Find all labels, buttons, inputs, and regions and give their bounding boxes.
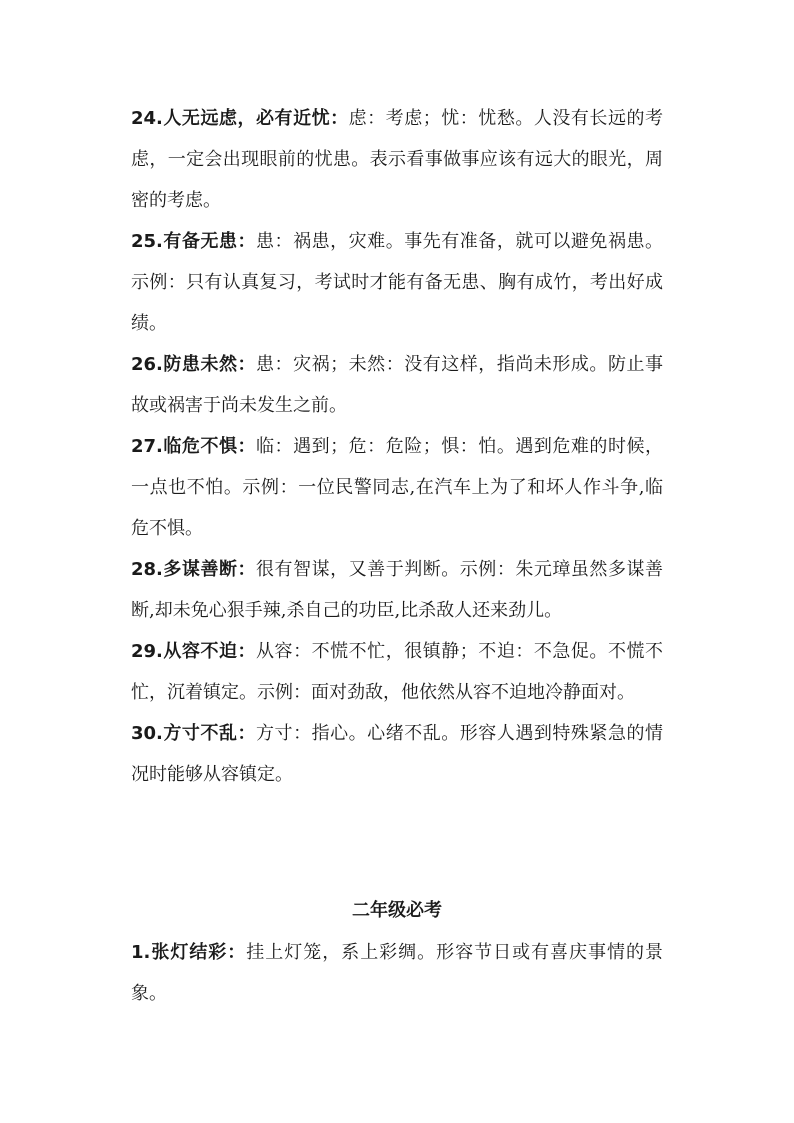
section-heading: 二年级必考 [352,900,442,921]
idiom-entry-30 [131,713,663,795]
grade2-idiom-entry-1 [131,932,663,1014]
idiom-term: 30.方寸不乱： [131,723,257,744]
idiom-term: 24.人无远虑，必有近忧： [131,108,349,129]
idiom-definition: 虑：考虑；忧：忧愁。人没有长远的考虑，一定会出现眼前的忧患。表示看事做事应该有远大的眼光，周密的考虑。 [131,108,663,211]
idiom-definition: 从容：不慌不忙，很镇静；不迫：不急促。不慌不忙，沉着镇定。示例：面对劲敌，他依然从容不迫地冷静面对。 [131,641,664,703]
idiom-term: 29.从容不迫： [131,641,257,662]
idiom-entry-27 [131,426,663,549]
idiom-term: 26.防患未然： [131,354,257,375]
idiom-term: 25.有备无患： [131,231,257,252]
idiom-definition: 患：祸患，灾难。事先有准备，就可以避免祸患。示例：只有认真复习，考试时才能有备无患、胸有成竹，考出好成绩。 [131,231,664,334]
idiom-definition: 方寸：指心。心绪不乱。形容人遇到特殊紧急的情况时能够从容镇定。 [131,723,664,785]
idiom-term: 27.临危不惧： [131,436,257,457]
idiom-entry-25 [131,221,663,344]
idiom-definition: 很有智谋，又善于判断。示例：朱元璋虽然多谋善断,却未免心狠手辣,杀自己的功臣,比杀敌人还来劲儿。 [131,559,664,621]
idiom-list [131,98,663,795]
idiom-entry-29 [131,631,663,713]
idiom-definition: 挂上灯笼，系上彩绸。形容节日或有喜庆事情的景象。 [131,942,663,1004]
idiom-definition: 患：灾祸；未然：没有这样，指尚未形成。防止事故或祸害于尚未发生之前。 [131,354,664,416]
grade2-idiom-list [131,932,663,1014]
idiom-term: 1.张灯结彩： [131,942,247,963]
idiom-entry-28 [131,549,663,631]
idiom-entry-24 [131,98,663,221]
idiom-term: 28.多谋善断： [131,559,257,580]
idiom-definition: 临：遇到；危：危险；惧：怕。遇到危难的时候，一点也不怕。示例：一位民警同志,在汽车上为了和坏人作斗争,临危不惧。 [131,436,664,539]
idiom-entry-26 [131,344,663,426]
